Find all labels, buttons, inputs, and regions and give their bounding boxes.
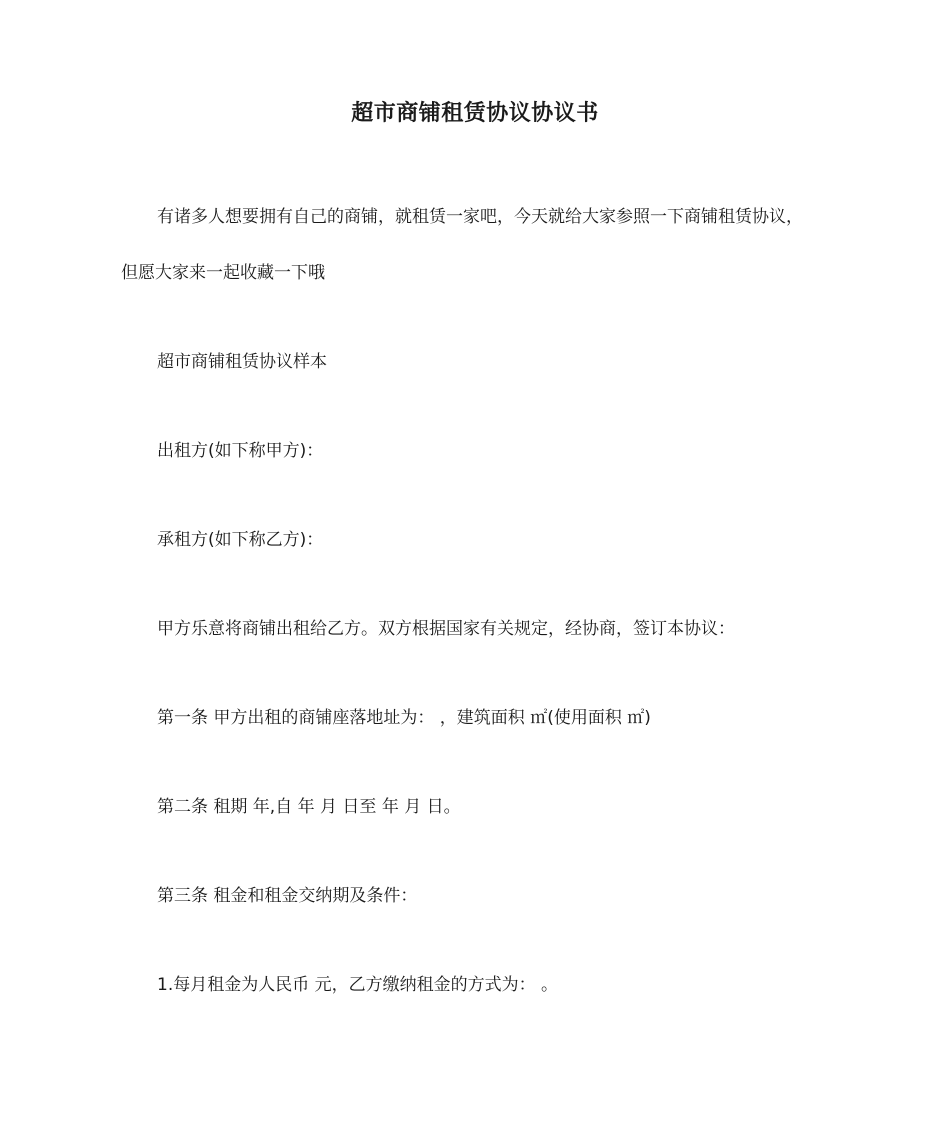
paragraph-agreement-intro: 甲方乐意将商铺出租给乙方。双方根据国家有关规定，经协商，签订本协议： (157, 619, 735, 639)
paragraph-lessor: 出租方(如下称甲方)： (157, 441, 324, 461)
paragraph-intro-line-1: 有诸多人想要拥有自己的商铺，就租赁一家吧，今天就给大家参照一下商铺租赁协议， (157, 207, 803, 227)
paragraph-article-1: 第一条 甲方出租的商铺座落地址为： ，建筑面积 ㎡(使用面积 ㎡) (157, 708, 651, 728)
paragraph-lessee: 承租方(如下称乙方)： (157, 530, 324, 550)
paragraph-intro-line-2: 但愿大家来一起收藏一下哦 (121, 263, 325, 283)
paragraph-article-3-item-1: 1.每月租金为人民币 元，乙方缴纳租金的方式为： 。 (157, 975, 559, 995)
paragraph-article-3: 第三条 租金和租金交纳期及条件： (157, 886, 418, 906)
document-title: 超市商铺租赁协议协议书 (351, 101, 599, 126)
paragraph-sample-heading: 超市商铺租赁协议样本 (157, 352, 327, 372)
paragraph-article-2: 第二条 租期 年,自 年 月 日至 年 月 日。 (157, 797, 461, 817)
